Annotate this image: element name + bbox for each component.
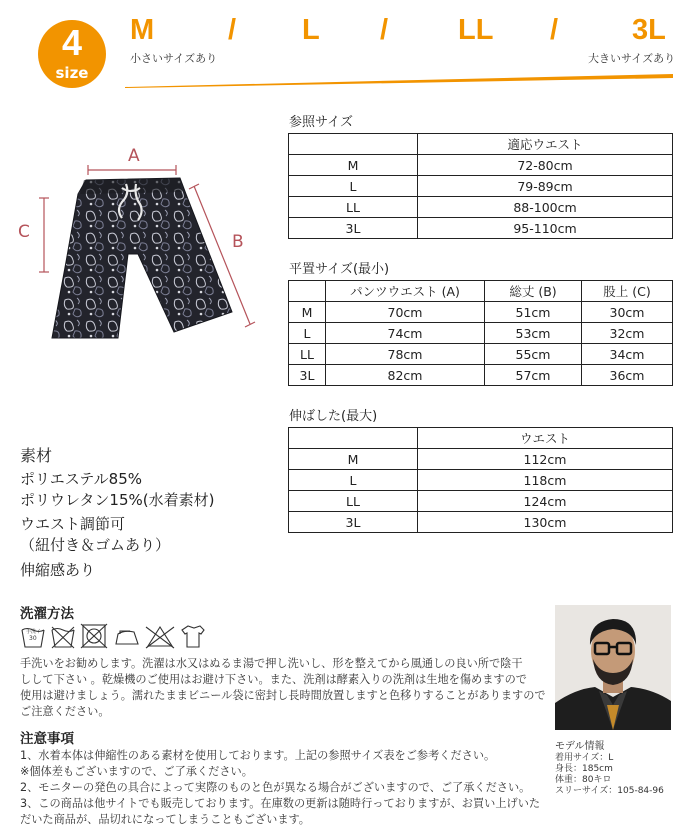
size-ll: LL: [458, 14, 494, 46]
note-line: だいた商品が、品切れになってしまうこともございます。: [20, 813, 310, 826]
table-header-cell: ウエスト: [418, 428, 673, 449]
stretch-feature: 伸縮感あり: [20, 561, 96, 579]
table-row: [289, 197, 673, 218]
table-cell: 57cm: [485, 365, 582, 386]
table-row: [289, 218, 673, 239]
model-info-line: 身長：185cm: [555, 764, 613, 774]
model-info-line: 体重：80キロ: [555, 775, 612, 785]
table-cell: 3L: [289, 365, 326, 386]
model-info-title: モデル情報: [555, 741, 605, 752]
table-cell: 55cm: [485, 344, 582, 365]
iron-icon: [116, 631, 138, 644]
table-header-cell: 適応ウエスト: [418, 134, 673, 155]
hang-dry-icon: [182, 626, 204, 647]
flat-size-table: [288, 280, 673, 386]
no-tumble-dry-icon: [81, 624, 107, 648]
table-cell: [289, 281, 326, 302]
size-sep: /: [228, 14, 237, 46]
table-cell: 72-80cm: [418, 155, 673, 176]
ref-size-title: 参照サイズ: [289, 115, 353, 130]
table-header-cell: 総丈 (B): [485, 281, 582, 302]
table-row: [289, 449, 673, 470]
hand-wash-temp: 30: [29, 635, 37, 642]
table-cell: 51cm: [485, 302, 582, 323]
table-cell: 130cm: [418, 512, 673, 533]
note-line: ※個体差もございますので、ご了承ください。: [20, 765, 253, 778]
table-cell: LL: [289, 491, 418, 512]
table-cell: 30cm: [582, 302, 673, 323]
table-cell: 78cm: [326, 344, 485, 365]
table-row: [289, 344, 673, 365]
table-cell: 36cm: [582, 365, 673, 386]
table-row: [289, 176, 673, 197]
table-cell: L: [289, 176, 418, 197]
table-cell: 3L: [289, 512, 418, 533]
table-cell: 79-89cm: [418, 176, 673, 197]
table-cell: 74cm: [326, 323, 485, 344]
table-row: [289, 323, 673, 344]
table-row: [289, 155, 673, 176]
notes-title: 注意事項: [20, 731, 74, 747]
size-3l: 3L: [632, 14, 666, 46]
material-line: ポリエステル85%: [20, 470, 142, 488]
size-sep: /: [380, 14, 389, 46]
no-bleach-icon: [146, 627, 174, 648]
table-cell: LL: [289, 344, 326, 365]
waist-adjustable: ウエスト調節可: [20, 515, 126, 533]
flat-size-title: 平置サイズ(最小): [289, 262, 390, 277]
care-icons: [20, 622, 205, 650]
small-size-note: 小さいサイズあり: [130, 52, 218, 65]
washing-text: 手洗いをお勧めします。洗濯は水又はぬるま湯で押し洗いし、形を整えてから風通しの良い所で陰干: [20, 657, 523, 670]
washing-text: しして下さい 。乾燥機のご使用はお避け下さい。また、洗剤は酵素入りの洗剤は生地を傷めますので: [20, 673, 527, 686]
table-cell: 32cm: [582, 323, 673, 344]
model-info-line: 着用サイズ：L: [555, 753, 614, 763]
table-header-row: [289, 281, 673, 302]
table-row: [289, 491, 673, 512]
hand-wash-label: 手洗イ: [26, 629, 42, 635]
model-info-line: スリーサイズ：105-84-96: [555, 786, 664, 796]
size-sep: /: [550, 14, 559, 46]
table-cell: 70cm: [326, 302, 485, 323]
table-cell: LL: [289, 197, 418, 218]
ref-size-table: [288, 133, 673, 239]
table-cell: 34cm: [582, 344, 673, 365]
washing-title: 洗濯方法: [20, 606, 74, 622]
stretch-size-table: [288, 427, 673, 533]
size-l: L: [302, 14, 320, 46]
size-m: M: [130, 14, 155, 46]
table-cell: 118cm: [418, 470, 673, 491]
label-b: B: [232, 232, 244, 252]
table-cell: 112cm: [418, 449, 673, 470]
table-cell: 124cm: [418, 491, 673, 512]
large-size-note: 大きいサイズあり: [588, 52, 676, 65]
note-line: 3、この商品は他サイトでも販売しております。在庫数の更新は随時行っておりますが、お買い上げいた: [20, 797, 541, 810]
table-cell: 88-100cm: [418, 197, 673, 218]
material-title: 素材: [20, 446, 53, 465]
stretch-size-title: 伸ばした(最大): [289, 409, 378, 424]
label-a: A: [128, 146, 140, 166]
waist-adjustable-detail: （紐付き＆ゴムあり）: [20, 536, 171, 554]
table-cell: M: [289, 302, 326, 323]
table-row: [289, 512, 673, 533]
material-line: ポリウレタン15%(水着素材): [20, 491, 215, 509]
label-c: C: [18, 222, 30, 242]
shorts-diagram: [18, 142, 276, 372]
table-cell: 53cm: [485, 323, 582, 344]
table-cell: 95-110cm: [418, 218, 673, 239]
size-range: [130, 14, 672, 50]
size-count-badge: [38, 20, 106, 88]
badge-number: 4: [61, 22, 83, 63]
table-row: [289, 470, 673, 491]
table-cell: M: [289, 449, 418, 470]
table-header-cell: 股上 (C): [582, 281, 673, 302]
note-line: 2、モニターの発色の具合によって実際のものと色が異なる場合がございますので、ご了承ください。: [20, 781, 531, 794]
model-photo: [555, 605, 671, 730]
note-line: 1、水着本体は伸縮性のある素材を使用しております。上記の参照サイズ表をご参考ください。: [20, 749, 496, 762]
table-cell: M: [289, 155, 418, 176]
table-cell: 82cm: [326, 365, 485, 386]
washing-text: ご注意ください。: [20, 705, 110, 718]
table-cell: 3L: [289, 218, 418, 239]
table-cell: L: [289, 470, 418, 491]
orange-swoosh-divider: [125, 70, 673, 88]
washing-text: 使用は避けましょう。濡れたままビニール袋に密封し長時間放置しますと色移りすることがありますので: [20, 689, 546, 702]
table-row: [289, 365, 673, 386]
table-cell: L: [289, 323, 326, 344]
table-cell: [289, 428, 418, 449]
badge-label: size: [55, 64, 89, 82]
table-header-row: [289, 134, 673, 155]
table-header-row: [289, 428, 673, 449]
table-row: [289, 302, 673, 323]
table-header-cell: パンツウエスト (A): [326, 281, 485, 302]
table-cell: [289, 134, 418, 155]
